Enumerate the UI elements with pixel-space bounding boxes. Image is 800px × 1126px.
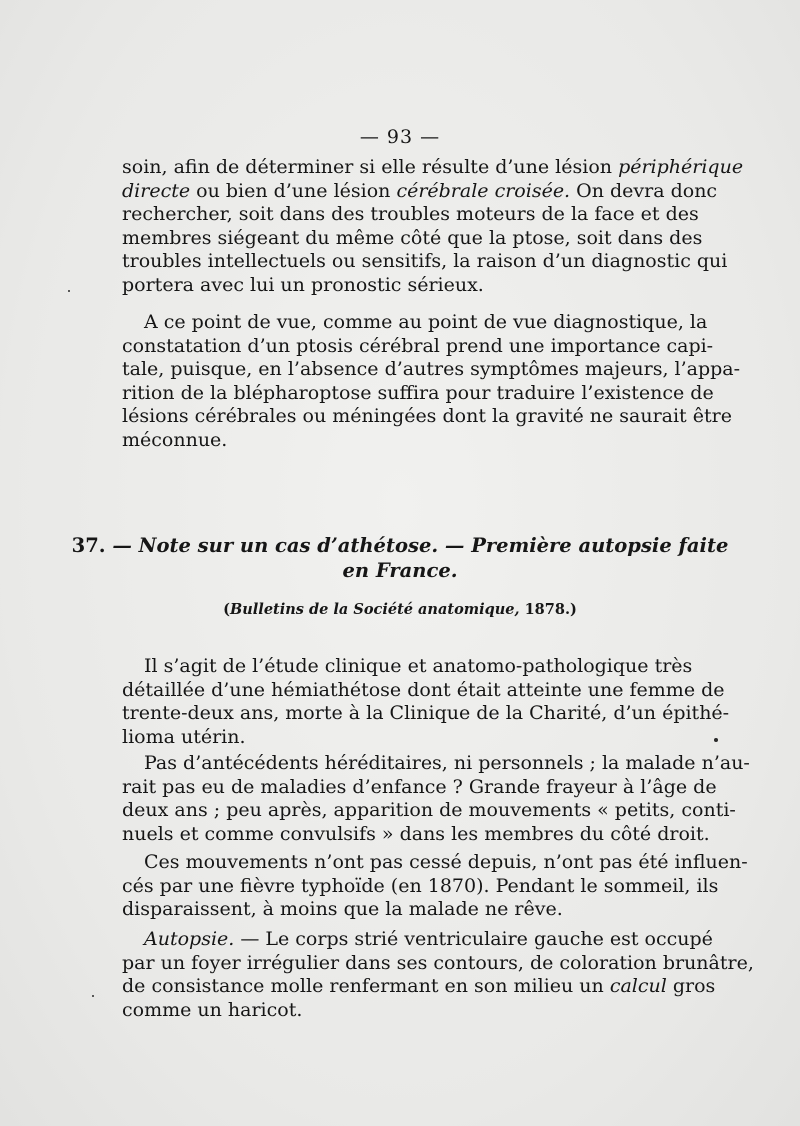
text-line — [122, 726, 678, 750]
source-year: 1878.) — [519, 601, 577, 618]
text-segment: rition de la blépharoptose suffira pour traduire l’existence de — [122, 381, 714, 404]
text-segment: comme un haricot. — [122, 998, 303, 1021]
text-segment: — Le corps strié ventriculaire gauche est occupé — [234, 928, 713, 950]
text-segment: membres siégeant du même côté que la ptose, soit dans des — [122, 226, 703, 249]
text-line — [122, 775, 717, 800]
text-segment: constatation d’un ptosis cérébral prend une importance capi- — [122, 334, 714, 357]
paper-speck — [92, 995, 94, 997]
text-segment: gros — [666, 975, 716, 998]
text-segment: Il s’agit de l’étude clinique et anatomo-pathologique très — [144, 655, 693, 677]
text-line — [122, 851, 748, 875]
text-segment: disparaissent, à moins que la malade ne rêve. — [122, 898, 563, 921]
text-segment: soin, afin de déterminer si elle résulte d’une lésion — [122, 156, 619, 178]
text-segment: A ce point de vue, comme au point de vue diagnostique, la — [144, 311, 708, 333]
text-segment: lioma utérin. — [122, 725, 246, 748]
text-segment: On devra donc — [570, 179, 718, 202]
text-line — [122, 874, 719, 899]
text-line — [122, 752, 750, 776]
text-line — [122, 928, 713, 952]
text-segment: de consistance molle renfermant en son milieu un — [122, 975, 610, 998]
text-line — [122, 655, 693, 679]
text-line — [122, 226, 703, 251]
text-segment: tale, puisque, en l’absence d’autres symptômes majeurs, l’appa- — [122, 358, 741, 381]
text-segment: lésions cérébrales ou méningées dont la gravité ne saurait être — [122, 405, 732, 428]
text-line — [122, 203, 699, 227]
text-segment: rait pas eu de maladies d’enfance ? Grande frayeur à l’âge de — [122, 775, 717, 798]
italic-text: périphérique — [618, 156, 744, 178]
section-heading-line-1 — [0, 534, 800, 557]
text-line — [122, 799, 736, 823]
text-line — [122, 311, 708, 335]
source-journal: Bulletins de la Société anatomique, — [230, 601, 520, 618]
text-segment: ou bien d’une lésion — [190, 179, 397, 202]
source-open-paren: ( — [223, 601, 230, 618]
text-segment: troubles intellectuels ou sensitifs, la raison d’un diagnostic qui — [122, 250, 728, 273]
paper-speck — [68, 290, 70, 292]
text-line — [122, 358, 741, 382]
italic-text: cérébrale croisée. — [396, 179, 571, 202]
italic-text: Autopsie. — [144, 928, 235, 950]
text-line — [122, 381, 714, 406]
text-segment: méconnue. — [122, 428, 228, 451]
paragraph-6 — [122, 928, 754, 1022]
text-segment: trente-deux ans, morte à la Clinique de la Charité, d’un épithé- — [122, 702, 730, 725]
text-line — [122, 822, 710, 847]
section-source — [0, 601, 800, 618]
paragraph-5 — [122, 851, 748, 922]
italic-text: directe — [122, 179, 191, 202]
text-line — [122, 405, 732, 429]
paper-speck — [714, 738, 718, 742]
section-title: — Note sur un cas d’athétose. — Première autopsie faite — [105, 534, 729, 557]
text-line — [122, 999, 678, 1023]
text-line — [122, 678, 725, 703]
italic-text: calcul — [609, 975, 667, 998]
section-title-continued: en France. — [342, 559, 458, 582]
section-number: 37. — [71, 534, 106, 557]
text-line — [122, 898, 678, 922]
text-line — [122, 429, 678, 453]
paragraph-3 — [122, 655, 730, 749]
text-segment: détaillée d’une hémiathétose dont était atteinte une femme de — [122, 678, 725, 701]
paragraph-4 — [122, 752, 750, 846]
text-segment: Pas d’antécédents héréditaires, ni personnels ; la malade n’au- — [144, 752, 750, 774]
text-line — [122, 274, 678, 298]
paragraph-1 — [122, 156, 744, 298]
text-segment: portera avec lui un pronostic sérieux. — [122, 273, 484, 296]
text-line — [122, 951, 754, 976]
text-segment: Ces mouvements n’ont pas cessé depuis, n’ont pas été influen- — [144, 851, 748, 873]
text-line — [122, 250, 728, 274]
text-segment: nuels et comme convulsifs » dans les membres du côté droit. — [122, 822, 710, 845]
text-line — [122, 179, 718, 204]
text-line — [122, 334, 714, 359]
text-segment: rechercher, soit dans des troubles moteurs de la face et des — [122, 203, 699, 226]
text-segment: deux ans ; peu après, apparition de mouvements « petits, conti- — [122, 799, 736, 822]
text-segment: par un foyer irrégulier dans ses contours, de coloration brunâtre, — [122, 951, 754, 974]
text-segment: cés par une fièvre typhoïde (en 1870). Pendant le sommeil, ils — [122, 874, 719, 897]
text-line — [122, 156, 744, 180]
page-number: — 93 — — [359, 126, 441, 148]
paragraph-2 — [122, 311, 741, 453]
text-line — [122, 975, 716, 999]
section-heading-line-2 — [0, 559, 800, 582]
text-line — [122, 702, 730, 726]
